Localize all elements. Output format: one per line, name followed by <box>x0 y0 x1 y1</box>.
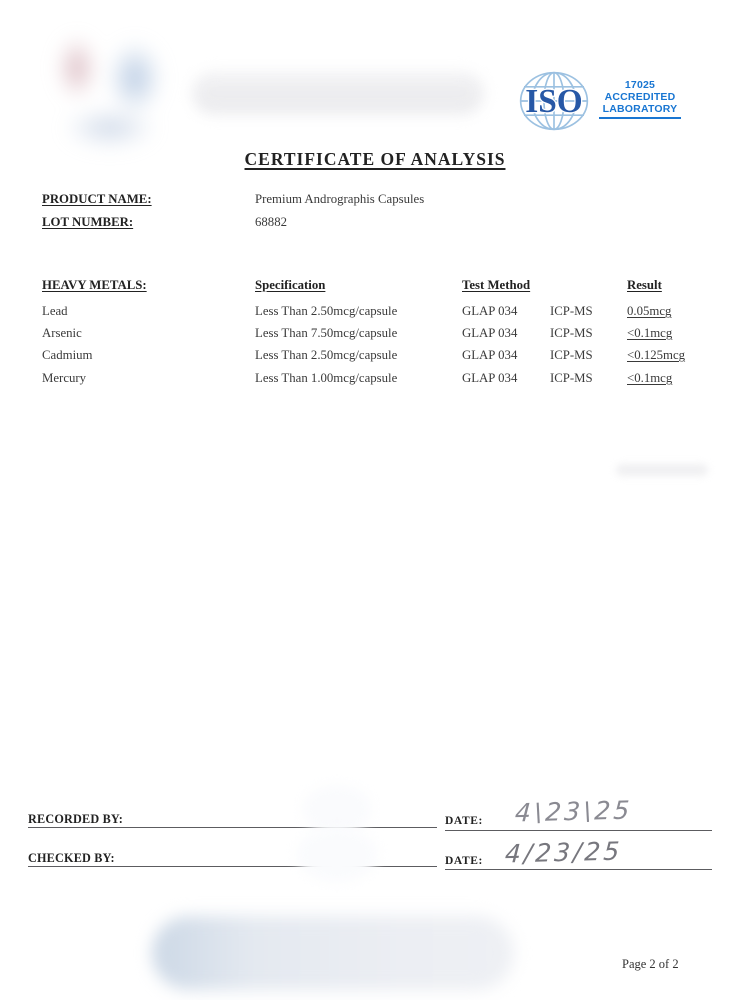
analyte-name: Lead <box>42 304 68 318</box>
heavy-metals-section-label: HEAVY METALS: <box>42 278 147 292</box>
product-name-value: Premium Andrographis Capsules <box>255 192 425 206</box>
checked-date-handwritten: 4/23/25 <box>504 836 624 869</box>
redacted-footer-address <box>152 916 514 990</box>
lot-number-label: LOT NUMBER: <box>42 215 134 229</box>
analyte-name: Mercury <box>42 371 87 385</box>
recorded-date-label: DATE: <box>445 815 483 827</box>
checked-by-label: CHECKED BY: <box>28 851 115 865</box>
result-value: 0.05mcg <box>627 304 672 318</box>
redacted-signature-checked <box>296 828 378 882</box>
result-value: <0.1mcg <box>627 371 673 385</box>
recorded-by-line <box>28 827 437 828</box>
iso-laboratory-label: LABORATORY <box>602 102 678 115</box>
analyte-name: Arsenic <box>42 326 82 340</box>
checked-date-label: DATE: <box>445 855 483 867</box>
specification: Less Than 1.00mcg/capsule <box>255 371 398 385</box>
specification: Less Than 7.50mcg/capsule <box>255 326 398 340</box>
iso-accreditation-text <box>599 80 681 119</box>
recorded-date-handwritten: 4\23\25 <box>514 795 634 828</box>
technique: ICP-MS <box>550 326 593 340</box>
test-method: GLAP 034 <box>462 348 518 362</box>
recorded-by-label: RECORDED BY: <box>28 812 124 826</box>
iso-accredited-label: ACCREDITED <box>604 90 676 103</box>
result-value: <0.125mcg <box>627 348 686 362</box>
page-number: Page 2 of 2 <box>622 957 679 971</box>
test-method: GLAP 034 <box>462 304 518 318</box>
product-name-label: PRODUCT NAME: <box>42 192 152 206</box>
technique: ICP-MS <box>550 371 593 385</box>
column-header-result: Result <box>627 278 662 292</box>
iso-logo-text: ISO <box>525 82 583 120</box>
redacted-company-name <box>192 72 484 114</box>
checked-date-line <box>445 869 712 870</box>
iso-17025-label: 17025 <box>624 79 656 91</box>
specification: Less Than 2.50mcg/capsule <box>255 348 398 362</box>
page-title: CERTIFICATE OF ANALYSIS <box>244 149 506 169</box>
iso-globe-icon <box>512 71 596 131</box>
test-method: GLAP 034 <box>462 326 518 340</box>
checked-by-line <box>28 866 437 867</box>
test-method: GLAP 034 <box>462 371 518 385</box>
recorded-date-line <box>445 830 712 831</box>
analyte-name: Cadmium <box>42 348 93 362</box>
specification: Less Than 2.50mcg/capsule <box>255 304 398 318</box>
column-header-specification: Specification <box>255 278 326 292</box>
column-header-test-method: Test Method <box>462 278 531 292</box>
lot-number-value: 68882 <box>255 215 287 229</box>
technique: ICP-MS <box>550 304 593 318</box>
result-value: <0.1mcg <box>627 326 673 340</box>
redacted-faint-mark <box>616 464 708 476</box>
redacted-company-logo <box>35 20 190 150</box>
technique: ICP-MS <box>550 348 593 362</box>
redacted-signature-recorded <box>302 785 372 833</box>
